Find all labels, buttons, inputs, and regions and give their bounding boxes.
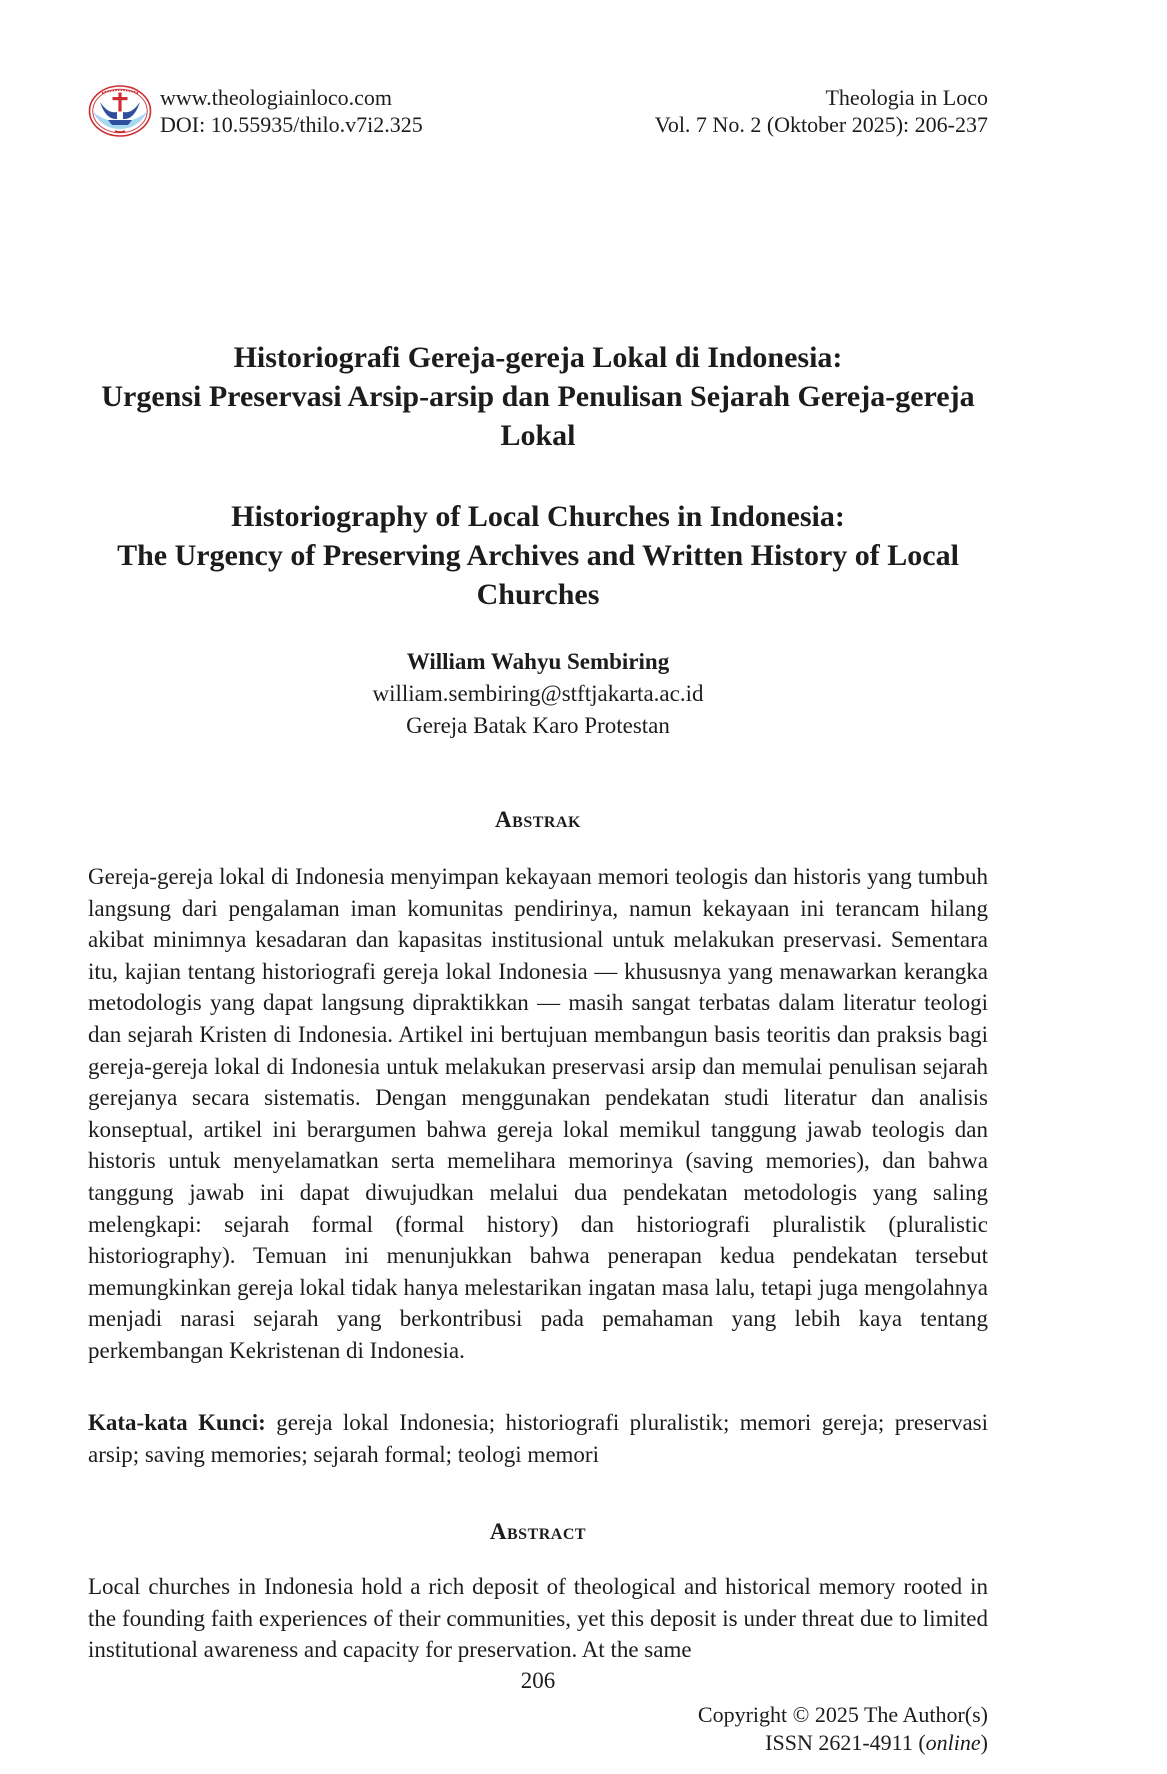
article-doi: DOI: 10.55935/thilo.v7i2.325 <box>160 112 423 137</box>
article-title-id-subtitle: Urgensi Preservasi Arsip-arsip dan Penulisan Sejarah Gereja-gereja Lokal <box>101 380 975 452</box>
journal-name: Theologia in Loco <box>825 85 988 110</box>
abstrak-body: Gereja-gereja lokal di Indonesia menyimpan kekayaan memori teologis dan historis yang tumbuh langsung dari pengalaman iman komunitas pendirinya, namun kekayaan ini terancam hilang akibat minimnya kesadaran dan kapasitas institusional untuk melakukan preservasi. Sementara itu, kajian tentang historiografi gereja lokal Indonesia — khususnya yang menawarkan kerangka metodologis yang dapat langsung dipraktikkan — masih sangat terbatas dalam literatur teologi dan sejarah Kristen di Indonesia. Artikel ini bertujuan membangun basis teoritis dan praksis bagi gereja-gereja lokal di Indonesia untuk melakukan preservasi arsip dan memulai penulisan sejarah gerejanya secara sistematis. Dengan menggunakan pendekatan studi literatur dan analisis konseptual, artikel ini berargumen bahwa gereja lokal memikul tanggung jawab teologis dan historis untuk menyelamatkan serta memelihara memorinya (saving memories), dan bahwa tanggung jawab ini dapat diwujudkan melalui dua pendekatan metodologis yang saling melengkapi: sejarah formal (formal history) dan historiografi pluralistik (pluralistic historiography). Temuan ini menunjukkan bahwa penerapan kedua pendekatan tersebut memungkinkan gereja lokal tidak hanya melestarikan ingatan masa lalu, tetapi juga mengolahnya menjadi narasi sejarah yang berkontribusi pada pemahaman yang lebih kaya tentang perkembangan Kekristenan di Indonesia. <box>88 864 988 1363</box>
keywords-label: Kata-kata Kunci: <box>88 1410 266 1435</box>
author-affiliation: Gereja Batak Karo Protestan <box>406 713 670 738</box>
abstract-body: Local churches in Indonesia hold a rich deposit of theological and historical memory rooted in the founding faith experiences of their communities, yet this deposit is under threat due to limited institutional awareness and capacity for preservation. At the same <box>88 1574 988 1663</box>
theologia-in-loco-logo-icon <box>88 84 152 138</box>
author-block <box>88 646 988 742</box>
article-title-id-main: Historiografi Gereja-gereja Lokal di Indonesia: <box>233 341 843 374</box>
page-number: 206 <box>520 1668 556 1693</box>
journal-website: www.theologiainloco.com <box>160 85 392 110</box>
copyright-line: Copyright © 2025 The Author(s) <box>697 1702 988 1727</box>
article-title-indonesian <box>88 338 988 455</box>
article-title-english <box>88 497 988 614</box>
keywords-list: gereja lokal Indonesia; historiografi pluralistik; memori gereja; preservasi arsip; saving memories; sejarah formal; teologi memori <box>88 1410 988 1467</box>
header-left-text <box>160 84 423 138</box>
page-footer <box>698 1701 988 1757</box>
issn-prefix: ISSN 2621-4911 ( <box>765 1730 926 1755</box>
issn-suffix: ) <box>980 1730 988 1755</box>
abstrak-heading: Abstrak <box>495 807 581 832</box>
issn-online-word: online <box>925 1730 981 1755</box>
issn-line <box>698 1729 988 1757</box>
author-name: William Wahyu Sembiring <box>406 649 670 674</box>
article-title-en-main: Historiography of Local Churches in Indonesia: <box>231 500 845 533</box>
article-title-en-subtitle: The Urgency of Preserving Archives and Written History of Local Churches <box>117 539 959 611</box>
header-right <box>655 84 988 138</box>
header-left <box>88 84 423 138</box>
journal-header <box>88 84 988 138</box>
journal-issue-info: Vol. 7 No. 2 (Oktober 2025): 206-237 <box>654 112 988 137</box>
abstract-heading: Abstract <box>489 1519 587 1544</box>
author-email: william.sembiring@stftjakarta.ac.id <box>372 681 704 706</box>
keywords-paragraph <box>88 1407 988 1470</box>
